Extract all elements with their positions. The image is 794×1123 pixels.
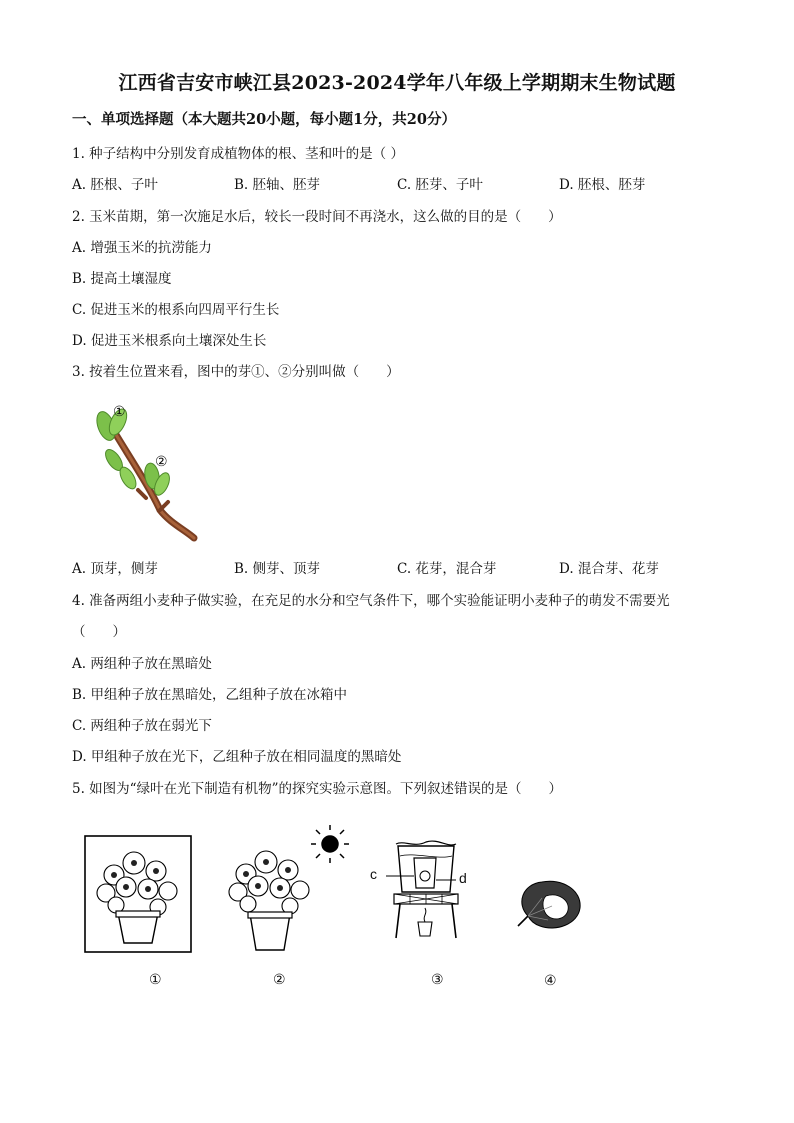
q1-option-d: D. 胚根、胚芽 [559,177,646,193]
plant-in-sunlight-figure [222,828,352,958]
plant-in-dark-box-figure [84,835,192,953]
q3-option-a: A. 顶芽，侧芽 [72,561,158,577]
bud-label-2: ② [155,454,168,470]
branch-bud-figure [90,398,210,548]
page-title: 江西省吉安市峡江县2023-2024学年八年级上学期期末生物试题 [118,72,676,94]
beaker-label-c: c [370,866,377,882]
q2-option-b: B. 提高土壤湿度 [72,271,172,287]
q4-option-c: C. 两组种子放在弱光下 [72,718,212,734]
q2-option-d: D. 促进玉米根系向土壤深处生长 [72,333,267,349]
step-label-4: ④ [544,973,557,989]
step-label-3: ③ [431,972,444,988]
beaker-label-d: d [459,870,467,886]
q3-stem: 3. 按着生位置来看，图中的芽①、②分别叫做（ ） [72,364,400,380]
q3-option-d: D. 混合芽、花芽 [559,561,659,577]
q2-stem: 2. 玉米苗期，第一次施足水后，较长一段时间不再浇水，这么做的目的是（ ） [72,209,562,225]
bud-label-1: ① [113,404,126,420]
stained-leaf-figure [512,876,586,934]
q1-option-c: C. 胚芽、子叶 [397,177,483,193]
q4-option-d: D. 甲组种子放在光下，乙组种子放在相同温度的黑暗处 [72,749,402,765]
q2-option-a: A. 增强玉米的抗涝能力 [72,240,212,256]
q2-option-c: C. 促进玉米的根系向四周平行生长 [72,302,280,318]
q1-option-a: A. 胚根、子叶 [72,177,158,193]
step-label-1: ① [149,972,162,988]
q1-option-b: B. 胚轴、胚芽 [234,177,321,193]
q1-stem: 1. 种子结构中分别发育成植物体的根、茎和叶的是（ ） [72,146,404,162]
water-bath-apparatus-figure [384,836,474,946]
q4-stem: 4. 准备两组小麦种子做实验，在充足的水分和空气条件下，哪个实验能证明小麦种子的萌发不需要光 [72,593,670,609]
section-heading: 一、单项选择题（本大题共20小题，每小题1分，共20分） [72,111,456,128]
q4-option-a: A. 两组种子放在黑暗处 [72,656,212,672]
step-label-2: ② [273,972,286,988]
q4-stem-cont: （ ） [72,624,126,640]
q3-option-c: C. 花芽，混合芽 [397,561,497,577]
q5-stem: 5. 如图为“绿叶在光下制造有机物”的探究实验示意图。下列叙述错误的是（ ） [72,781,562,797]
q3-option-b: B. 侧芽、顶芽 [234,561,321,577]
q4-option-b: B. 甲组种子放在黑暗处，乙组种子放在冰箱中 [72,687,348,703]
